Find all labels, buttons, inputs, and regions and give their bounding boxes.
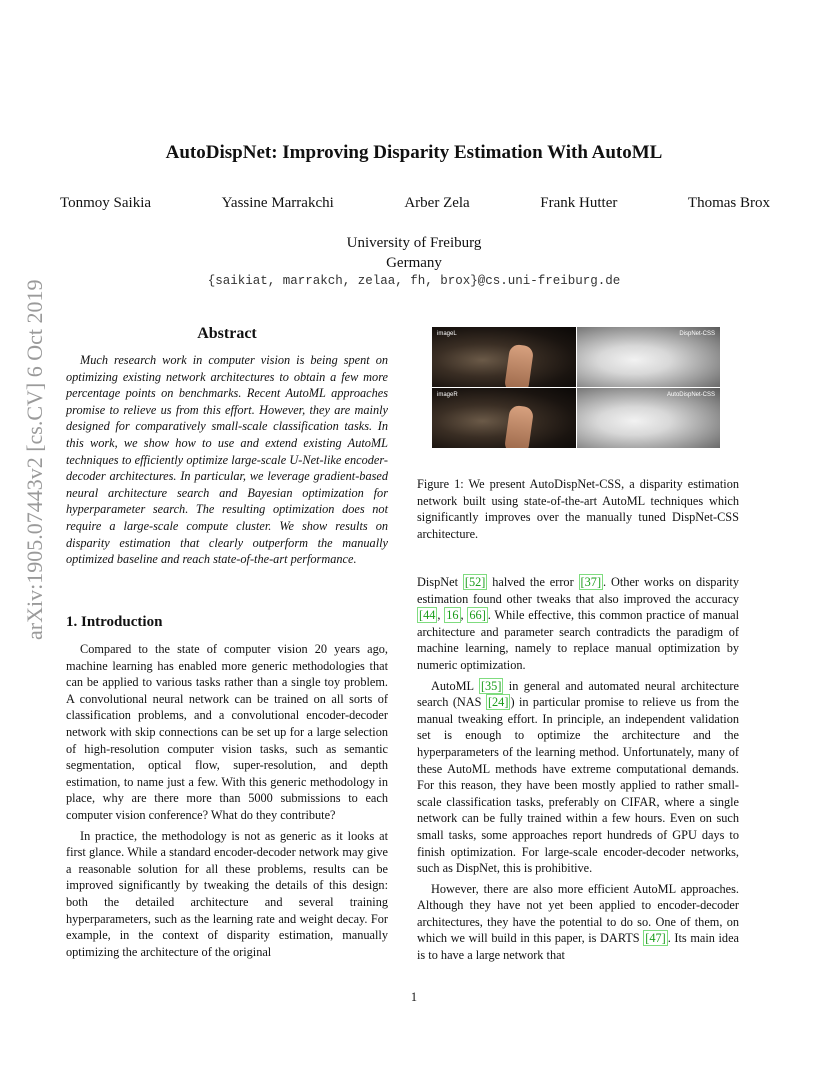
- citation-link[interactable]: [44: [419, 608, 436, 623]
- affiliation-university: University of Freiburg: [346, 235, 482, 251]
- panel-label: imageR: [437, 392, 458, 398]
- paragraph: In practice, the methodology is not as generic as it looks at first glance. While a standard encoder-decoder network may give a reasonable solution for all these problems, results can be improved significantly by tweaking the details of this design: both the detailed architecture and several training hyperparameters, such as the learning rate and weight decay. For example, in the context of disparity estimation, manually optimizing the architecture of the original: [66, 828, 388, 959]
- citation-link[interactable]: [35]: [480, 678, 502, 693]
- author-name: Yassine Marrakchi: [221, 195, 334, 211]
- image-left-panel: [432, 327, 576, 387]
- introduction-heading: 1. Introduction: [66, 614, 163, 630]
- author-name: Thomas Brox: [687, 195, 770, 211]
- citation-link[interactable]: [24]: [487, 695, 509, 710]
- affiliation-country: Germany: [386, 255, 442, 271]
- citation-link[interactable]: [47]: [645, 931, 666, 946]
- panel-label: imageL: [437, 331, 457, 337]
- paragraph: Compared to the state of computer vision 20 years ago, machine learning has enabled more generic methodologies that can be applied to various tasks rather than a single toy problem. A convolutional neural network can be trained on all sorts of classification problems, and a convolutional encoder-decoder network with skip connections can be set up for a large selection of high-resolution computer vision tasks, such as semantic segmentation, optical flow, super-resolution, and depth estimation, to name just a few. With this generic methodology in place, why are there more than 5000 submissions to each computer vision conference? What do they contribute?: [66, 642, 388, 822]
- image-right-panel: [432, 388, 576, 448]
- panel-label: AutoDispNet-CSS: [666, 392, 715, 398]
- page-number: 1: [410, 990, 418, 1004]
- paper-title: AutoDispNet: Improving Disparity Estimation With AutoML: [165, 142, 663, 163]
- paragraph: However, there are also more efficient AutoML approaches. Although they have not yet been applied to encoder-decoder architectures, they have the potential to do so. One of them, on which we will build in this paper, is DARTS [47] . Its main idea is to have a large network that: [417, 881, 739, 963]
- left-column-body: [66, 641, 388, 964]
- figure-1: [432, 327, 720, 448]
- author-name: Tonmoy Saikia: [60, 195, 152, 211]
- author-name: Frank Hutter: [540, 195, 618, 211]
- paragraph: AutoML [35] in general and automated neural architecture search (NAS [24] ) in particular promise to relieve us from the manual tweaking effort. In principle, an independent validation set is enough to optimize the architecture and the hyperparameters of the learning method. Unfortunately, many of these AutoML methods have extreme computational demands. For this reason, they have been mostly applied to rather small-scale classification tasks, preferably on CIFAR, where a single network can be fully trained within a few hours. Even on such small tasks, some approaches report hundreds of GPU days to finish optimization. For large-scale encoder-decoder networks, such as DispNet, this is prohibitive.: [417, 678, 740, 876]
- author-emails: {saikiat, marrakch, zelaa, fh, brox}@cs.uni-freiburg.de: [207, 274, 621, 288]
- arxiv-identifier: arXiv:1905.07443v2 [cs.CV] 6 Oct 2019: [22, 279, 47, 640]
- hand-shape: [503, 344, 533, 387]
- citation-link[interactable]: 16: [446, 608, 459, 623]
- dispnet-css-panel: [577, 327, 721, 387]
- panel-label: DispNet-CSS: [679, 331, 715, 337]
- author-name: Arber Zela: [404, 195, 470, 211]
- autodispnet-css-panel: [577, 388, 721, 448]
- abstract-heading: Abstract: [197, 325, 257, 342]
- abstract-text: Much research work in computer vision is being spent on optimizing existing network architectures to obtain a few more percentage points on benchmarks. Recent AutoML approaches promise to relieve us from this effort. However, they are mainly designed for comparatively small-scale classification tasks. In this work, we show how to use and extend existing AutoML techniques to efficiently optimize large-scale U-Net-like encoder-decoder architectures. In particular, we leverage gradient-based neural architecture search and Bayesian optimization for hyperparameter search. The resulting optimization does not require a large-scale compute cluster. We show results on disparity estimation that clearly outperform the manually optimized baseline and reach state-of-the-art performance.: [66, 353, 388, 567]
- citation-link[interactable]: [52]: [464, 575, 486, 589]
- hand-shape: [503, 405, 533, 448]
- citation-link[interactable]: [37]: [580, 575, 602, 589]
- citation-link[interactable]: 66]: [469, 608, 486, 623]
- figure-caption: Figure 1: We present AutoDispNet-CSS, a disparity estimation network built using state-of-the-art AutoML techniques which significantly improves over the manually tuned DispNet-CSS architecture.: [417, 477, 739, 541]
- paragraph: DispNet [52] halved the error [37] . Other works on disparity estimation found other tweaks that also improved the accuracy [44 , 16 , 66] . While effective, this common practice of manual architecture and parameter search contradicts the paradigm of machine learning, namely to replace manual optimization by numeric optimization.: [417, 575, 740, 672]
- right-column-body: [417, 574, 739, 968]
- author-list: [60, 195, 770, 212]
- affiliation: [0, 233, 828, 273]
